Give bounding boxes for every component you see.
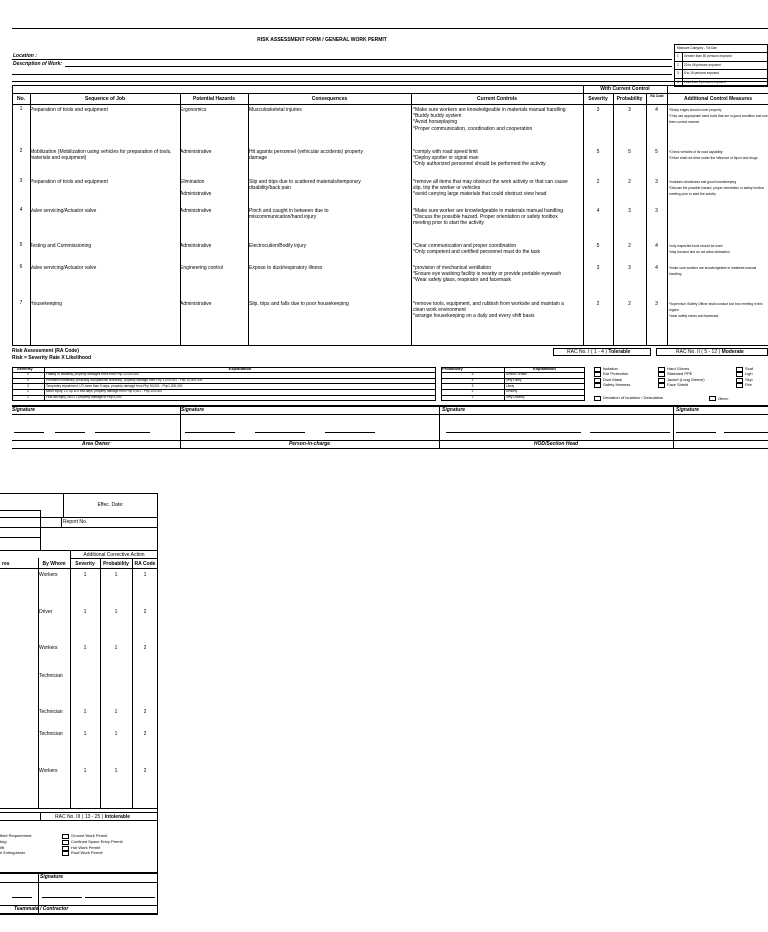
header-ra: RA Code xyxy=(650,94,664,98)
role-area-owner: Area Owner xyxy=(81,441,111,447)
row-job: Preparation of tools and equipment xyxy=(30,179,108,185)
permit-label: Hot Work Permit xyxy=(71,844,101,850)
header-additional: Additional Control Measures xyxy=(684,96,753,102)
row-consequence: Slip, trips and falls due to poor housekeeping xyxy=(249,301,349,307)
permit-label: Ground Work Permit xyxy=(71,833,108,838)
signature-label-2: Signature xyxy=(181,407,205,413)
row-no: 3 xyxy=(19,178,23,184)
effec-date: Effec. Date: xyxy=(97,502,124,508)
row-job: Preparation of tools and equipment xyxy=(30,107,108,113)
p2-checklist-label: lift xyxy=(0,844,4,850)
row-probability: 2 xyxy=(628,301,631,307)
p2-severity: 1 xyxy=(83,768,87,774)
permit-checkbox[interactable] xyxy=(62,851,69,856)
row-job: Mobilization (Mobilization using vehicles for preparation of tools, materials and equipment) xyxy=(30,149,172,162)
row-controls: *provision of mechanical ventilation *Ensure eye washing facility is nearby or provide portable eyewash *Wear safety glass, respirator and facemask xyxy=(413,265,562,284)
row-additional: *only inspected tools should be used *stay focused and do not allow distraction xyxy=(669,244,730,254)
severity-value: 1 xyxy=(27,395,29,400)
checklist-label: Ear Protection xyxy=(603,371,629,377)
p2-checklist-label: ffold Requirement xyxy=(0,833,32,838)
p2-by-whom: Workers xyxy=(39,768,58,774)
measure-no: 4 xyxy=(677,79,679,84)
row-job: Testing and Commissioning xyxy=(30,243,92,249)
severity-text: Permanent disability (including occupational illnesses), property damage from Php 1,000,001 - Php 10,000,000 xyxy=(46,377,203,382)
row-consequence: Hit againts personnel (vehicular accidents) property damage xyxy=(249,149,363,162)
row-no: 6 xyxy=(19,264,23,270)
deviation-label: Deviation of Isolation / Deisolation xyxy=(603,395,664,400)
header-job: Sequence of Job xyxy=(84,96,125,102)
row-controls: *Clear communication and proper coordination *Only competent and certified personnel must do the task xyxy=(413,243,541,256)
probability-text: Likely xyxy=(506,383,515,388)
checklist-label: Fire xyxy=(745,381,752,387)
p2-probability: 1 xyxy=(114,572,118,578)
measure-no: 2 xyxy=(677,62,679,67)
measure-divider xyxy=(674,86,768,87)
checklist-checkbox[interactable] xyxy=(658,367,665,372)
severity-text: Minor injury, LTI up to 5 lost days, property damage from Php 5,001 - Php 100,000 xyxy=(46,389,162,394)
row-ra-code: 3 xyxy=(655,208,658,214)
p2-header-res: res xyxy=(2,561,10,567)
p2-probability: 1 xyxy=(114,768,118,774)
checklist-checkbox[interactable] xyxy=(736,367,743,372)
p2-probability: 1 xyxy=(114,609,118,615)
probability-value: 4 xyxy=(471,377,474,382)
measure-divider xyxy=(674,61,768,62)
severity-header: Severity xyxy=(17,366,33,371)
row-ra-code: 4 xyxy=(655,243,658,249)
header-consequence: Consequences xyxy=(311,96,348,102)
measure-text: Greater than 50 persons exposed xyxy=(684,54,732,58)
checklist-checkbox[interactable] xyxy=(658,383,665,388)
probability-explanation-header: Explanation xyxy=(533,366,556,371)
role-person-in-charge: Person-in-charge xyxy=(288,441,331,447)
row-controls: *comply with road speed limit *Deploy spotter or signal man *Only authorized personnel should be performed the activity xyxy=(413,149,546,168)
severity-value: 4 xyxy=(27,377,29,382)
checklist-checkbox[interactable] xyxy=(736,378,743,383)
row-probability: 3 xyxy=(628,265,631,271)
row-controls: *remove tools, equipment, and rubbish from worksite and maintain a clean work environment *arrange housekeeping on a daily and every shift basis xyxy=(413,301,564,320)
p2-ra-code: 2 xyxy=(143,768,147,774)
p2-header-severity: Severity xyxy=(75,561,95,567)
row-hazard: Administrative xyxy=(180,149,212,155)
measure-no: 1 xyxy=(677,54,679,58)
probability-value: 3 xyxy=(471,383,474,388)
row-job: Valve servicing/Actuator valve xyxy=(30,208,97,214)
row-probability: 3 xyxy=(628,208,631,214)
row-hazard: Administrative xyxy=(180,243,212,249)
severity-value: 2 xyxy=(27,389,29,394)
p2-probability: 1 xyxy=(114,731,118,737)
probability-value: 2 xyxy=(471,389,474,394)
location-label: Location : xyxy=(13,53,37,59)
checklist-checkbox[interactable] xyxy=(736,383,743,388)
p2-by-whom: Workers xyxy=(39,645,58,651)
permit-checkbox[interactable] xyxy=(62,834,69,839)
row-severity: 3 xyxy=(596,107,600,113)
p2-probability: 1 xyxy=(114,645,118,651)
measure-text: Less than 5 persons exposed xyxy=(684,79,726,84)
severity-text: First aid injury, No LTI, property damage to Php 5,000 xyxy=(46,395,122,400)
checklist-label: Standard PPE xyxy=(667,371,693,377)
checklist-checkbox[interactable] xyxy=(658,372,665,377)
p2-header-by-whom: By Whom xyxy=(42,561,66,567)
header-hazard: Potential Hazards xyxy=(193,96,235,102)
severity-value: 5 xyxy=(27,372,29,376)
checklist-label: Hard Gloves xyxy=(667,366,690,371)
p2-header-probability: Probability xyxy=(103,561,129,567)
role-hod: HOD/Section Head xyxy=(533,441,579,447)
others-label: Others: xyxy=(718,397,729,401)
checklist-label: Skyl xyxy=(745,376,753,382)
measure-no: 3 xyxy=(677,71,679,75)
p2-severity: 1 xyxy=(83,731,87,737)
severity-value: 3 xyxy=(27,383,29,388)
probability-text: Very Likely xyxy=(506,377,522,382)
row-ra-code: 4 xyxy=(655,107,658,113)
row-no: 5 xyxy=(19,242,23,248)
row-hazard: Administrative xyxy=(180,208,212,214)
p2-by-whom: Technician xyxy=(39,709,63,715)
checklist-label: Scaf xyxy=(745,366,754,371)
row-consequence: Musculoskeletal injuries xyxy=(249,107,302,113)
header-controls: Current Controls xyxy=(477,96,517,102)
header-severity: Severity xyxy=(588,96,608,102)
form-title: RISK ASSESSMENT FORM / GENERAL WORK PERMIT xyxy=(257,37,387,43)
probability-header: Probability xyxy=(442,366,463,371)
risk-title-1: Risk Assessment (RA Code) xyxy=(12,348,79,354)
rac-2: RAC No. II ( 5 - 12 ) Moderate xyxy=(676,349,744,355)
probability-text: Unlikely xyxy=(506,389,518,394)
p2-by-whom: Driver xyxy=(39,609,53,615)
checklist-label: Dust Mask xyxy=(603,376,622,382)
header-probability: Probability xyxy=(616,96,643,102)
row-no: 1 xyxy=(19,106,23,112)
rac-3: RAC No. III ( 13 - 25 ) Intolerable xyxy=(55,814,131,820)
p2-ra-code: 2 xyxy=(143,709,147,715)
measure-text: 20 to 49 persons exposed xyxy=(684,62,721,67)
row-additional: *make sure workers are knowledgeable in materials manual handling xyxy=(669,266,757,276)
row-no: 2 xyxy=(19,148,23,154)
row-no: 4 xyxy=(19,207,23,213)
row-severity: 5 xyxy=(596,149,600,155)
p2-severity: 1 xyxy=(83,572,87,578)
probability-text: Very Unlikely xyxy=(506,395,525,400)
signature-label-3: Signature xyxy=(442,407,466,413)
p2-signature-label: Signature xyxy=(40,874,64,880)
row-hazard: Elimination Administrative xyxy=(180,179,212,198)
row-no: 7 xyxy=(19,300,23,306)
row-probability: 5 xyxy=(628,149,631,155)
p2-by-whom: Technician xyxy=(39,673,63,679)
p2-by-whom: Technician xyxy=(39,731,63,737)
row-controls: *Make sure workers are knowledgeable in materials manual handling *Buddy buddy system *Avoid horseplaying *Proper communication, coordination and cooperation xyxy=(413,107,566,132)
description-label: Description of Work: xyxy=(13,61,63,67)
checklist-checkbox[interactable] xyxy=(594,367,601,372)
with-current-control: With Current Control xyxy=(600,86,650,92)
checklist-checkbox[interactable] xyxy=(658,378,665,383)
row-hazard: Administrative xyxy=(180,301,212,307)
header-no: No. xyxy=(16,96,26,102)
row-controls: *remove all items that may obstruct the work activity or that can cause slip, trip the worker or vehicles *avoid carrying large materials that could obstruct view head xyxy=(413,179,568,198)
p2-by-whom: Workers xyxy=(39,572,58,578)
rac-1: RAC No. I ( 1 - 4 ) Tolerable xyxy=(567,349,631,355)
role-teammate: Teammate / Contractor xyxy=(14,906,69,912)
p2-header-ra: RA Code xyxy=(134,561,156,567)
measure-title: Measure Category - Tot Dan xyxy=(677,46,717,50)
probability-value: 1 xyxy=(471,395,474,400)
measure-text: 5 to 19 persons exposed xyxy=(684,71,719,75)
measure-divider xyxy=(674,69,768,70)
deviation-checkbox[interactable] xyxy=(594,396,601,401)
row-ra-code: 5 xyxy=(655,149,658,155)
checklist-checkbox[interactable] xyxy=(594,378,601,383)
row-controls: *Make sure worker are knowledgeable in materials manual handling. *Discuss the possible hazard. Proper orientation or safety toolbox meeting prior to start the activity xyxy=(413,208,565,227)
p2-ra-code: 2 xyxy=(143,609,147,615)
checklist-checkbox[interactable] xyxy=(736,372,743,377)
report-no: Report No. xyxy=(63,519,88,525)
row-ra-code: 4 xyxy=(655,265,658,271)
permit-checkbox[interactable] xyxy=(62,840,69,845)
p2-ra-code: 1 xyxy=(143,572,147,578)
row-hazard: Ergonomics xyxy=(180,107,207,113)
probability-value: 5 xyxy=(471,372,474,376)
row-job: Housekeeping xyxy=(30,301,62,307)
checklist-label: Face Shield xyxy=(667,381,689,387)
checklist-checkbox[interactable] xyxy=(594,383,601,388)
row-additional: *Supervisor /Safety Officer shall conduct tool box meeting in this regard *wear safety shoes and facemask xyxy=(669,302,763,318)
row-ra-code: 3 xyxy=(655,301,658,307)
checklist-checkbox[interactable] xyxy=(594,372,601,377)
row-severity: 3 xyxy=(596,265,600,271)
risk-title-2: Risk = Severity Rate X Likelihood xyxy=(12,355,92,361)
others-checkbox[interactable] xyxy=(709,396,716,401)
p2-checklist-label: e Extinguisher xyxy=(0,850,26,856)
row-additional: *Check vehicles of its road capability *Driver shall not drive under the influence of liquor and drugs xyxy=(669,150,758,160)
signature-label-4: Signature xyxy=(676,407,700,413)
permit-checkbox[interactable] xyxy=(62,846,69,851)
p2-severity: 1 xyxy=(83,709,87,715)
row-additional: *Sharp edges should cover properly *Only use appropriate hand tools that are in good condition and use them correct manner xyxy=(669,108,768,124)
row-consequence: Slip and trips due to scattered materials/temporary disability/back pain xyxy=(249,179,361,192)
measure-divider xyxy=(674,78,768,79)
row-consequence: Expose to dust/respiratory illness xyxy=(249,265,323,271)
p2-checklist-label: ting xyxy=(0,838,7,844)
p2-severity: 1 xyxy=(83,645,87,651)
permit-label: Roof Work Permit xyxy=(71,850,103,856)
row-consequence: Pinch and caught in between due to miscommunication/hand injury xyxy=(249,208,329,221)
severity-text: Fatality or disability, property damages more than Php 10,000,000 xyxy=(46,372,139,376)
row-severity: 5 xyxy=(596,243,600,249)
row-severity: 2 xyxy=(596,301,600,307)
measure-col-divider xyxy=(682,52,683,87)
row-hazard: Engineering control xyxy=(180,265,224,271)
row-consequence: Electrocution/Bodily injury xyxy=(249,243,307,249)
checklist-label: Ligh xyxy=(745,371,753,377)
row-probability: 2 xyxy=(628,179,631,185)
row-severity: 2 xyxy=(596,179,600,185)
additional-corrective-action: Additional Corrective Action xyxy=(83,552,145,558)
p2-severity: 1 xyxy=(83,609,87,615)
severity-text: Temporary impairment, LTI more than 5 days, property damage from Php 50,001 - Php1,000,000 xyxy=(46,383,183,388)
row-additional: *maintain cleanliness and good housekeeping *Discuss the possible hazard, proper orientation or safety toolbox meeting prior to start the activity xyxy=(669,180,765,196)
checklist-label: Jacket (Long Sleeve) xyxy=(667,376,705,382)
row-probability: 3 xyxy=(628,107,631,113)
row-ra-code: 3 xyxy=(655,179,658,185)
p2-ra-code: 2 xyxy=(143,731,147,737)
p2-probability: 1 xyxy=(114,709,118,715)
row-severity: 4 xyxy=(596,208,600,214)
row-job: Valve servicing/Actuator valve xyxy=(30,265,97,271)
row-probability: 2 xyxy=(628,243,631,249)
checklist-label: Isolation xyxy=(603,366,618,371)
permit-label: Confined Space Entry Permit xyxy=(71,838,123,844)
probability-text: Almost Certain xyxy=(506,372,527,376)
severity-explanation-header: Explanation xyxy=(228,366,252,371)
checklist-label: Safety Harness xyxy=(603,381,631,387)
p2-ra-code: 2 xyxy=(143,645,147,651)
signature-label-1: Signature xyxy=(12,407,36,413)
